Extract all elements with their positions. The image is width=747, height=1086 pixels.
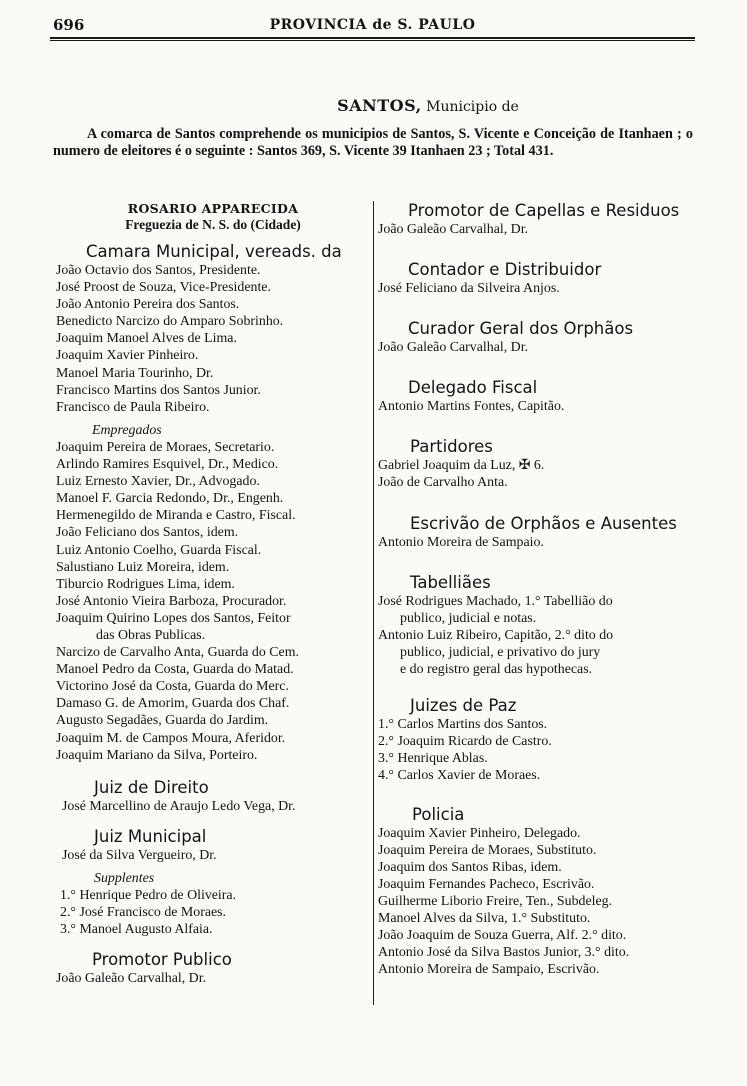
page-number: 696 bbox=[53, 16, 85, 34]
list-item: Manoel Pedro da Costa, Guarda do Matad. bbox=[56, 662, 294, 678]
list-item: João Feliciano dos Santos, idem. bbox=[56, 525, 239, 541]
intro-paragraph: A comarca de Santos comprehende os municipios de Santos, S. Vicente e Conceição de Itanhaen ; o numero de eleitores é o seguinte : Santos 369, S. Vicente 39 Itanhaen 23 ; Total 431. bbox=[53, 126, 693, 159]
list-item: Joaquim Pereira de Moraes, Secretario. bbox=[56, 439, 275, 455]
list-item: Joaquim Mariano da Silva, Porteiro. bbox=[56, 747, 258, 763]
supplentes-list bbox=[56, 887, 370, 938]
list-item: Benedicto Narcizo do Amparo Sobrinho. bbox=[56, 314, 284, 330]
list-item: Joaquim Manoel Alves de Lima. bbox=[56, 331, 237, 347]
escrivao: Antonio Moreira de Sampaio. bbox=[378, 534, 544, 550]
list-item: Luiz Antonio Coelho, Guarda Fiscal. bbox=[56, 542, 262, 558]
list-item: 1.° Carlos Martins dos Santos. bbox=[378, 717, 548, 733]
list-item: Augusto Segadães, Guarda do Jardim. bbox=[56, 713, 269, 729]
list-item: e do registro geral das hypothecas. bbox=[400, 662, 593, 678]
list-item: publico, judicial e notas. bbox=[400, 610, 537, 626]
list-item: José Antonio Vieira Barboza, Procurador. bbox=[56, 593, 287, 609]
list-item: Joaquim Pereira de Moraes, Substituto. bbox=[378, 842, 597, 858]
list-item: Guilherme Liborio Freire, Ten., Subdeleg. bbox=[378, 893, 613, 909]
list-item: José Rodrigues Machado, 1.° Tabellião do bbox=[378, 593, 613, 609]
list-item: João Joaquim de Souza Guerra, Alf. 2.° dito. bbox=[378, 928, 627, 944]
camara-list bbox=[56, 262, 370, 416]
partidores-heading: Partidores bbox=[410, 437, 493, 457]
list-item: João Octavio dos Santos, Presidente. bbox=[56, 263, 261, 278]
promotor-heading: Promotor Publico bbox=[92, 950, 232, 970]
parish-title: ROSARIO APPARECIDA bbox=[127, 201, 299, 216]
list-item: 3.° Manoel Augusto Alfaia. bbox=[60, 922, 213, 938]
juizes-paz-list bbox=[378, 716, 696, 784]
contador-heading: Contador e Distribuidor bbox=[408, 260, 602, 280]
list-item: 2.° José Francisco de Moraes. bbox=[60, 905, 227, 921]
list-item: Manoel Alves da Silva, 1.° Substituto. bbox=[378, 910, 591, 926]
list-item: Manoel Maria Tourinho, Dr. bbox=[56, 365, 214, 381]
left-column bbox=[56, 201, 370, 987]
delegado-fiscal: Antonio Martins Fontes, Capitão. bbox=[378, 399, 565, 415]
tabelliaes-heading: Tabelliães bbox=[410, 572, 491, 592]
list-item: Francisco Martins dos Santos Junior. bbox=[56, 382, 261, 398]
promotor: João Galeão Carvalhal, Dr. bbox=[56, 971, 207, 987]
list-item: 4.° Carlos Xavier de Moraes. bbox=[378, 768, 541, 784]
list-item: Tiburcio Rodrigues Lima, idem. bbox=[56, 576, 235, 592]
list-item: Damaso G. de Amorim, Guarda dos Chaf. bbox=[56, 696, 290, 712]
contador: José Feliciano da Silveira Anjos. bbox=[378, 281, 560, 297]
camara-heading: Camara Municipal, vereads. da bbox=[86, 242, 342, 261]
list-item: Joaquim dos Santos Ribas, idem. bbox=[378, 859, 562, 875]
section-title-rest: Municipio de bbox=[421, 99, 519, 115]
tabelliaes-list bbox=[378, 593, 696, 678]
section-title-bold: SANTOS, bbox=[337, 96, 422, 115]
running-title: PROVINCIA de S. PAULO bbox=[269, 17, 476, 33]
curador: João Galeão Carvalhal, Dr. bbox=[378, 340, 529, 356]
list-item: Narcizo de Carvalho Anta, Guarda do Cem. bbox=[56, 645, 300, 661]
list-item: João de Carvalho Anta. bbox=[378, 475, 508, 491]
column-divider bbox=[373, 201, 374, 1005]
juiz-direito-heading: Juiz de Direito bbox=[94, 777, 209, 797]
list-item: Joaquim Quirino Lopes dos Santos, Feitor bbox=[56, 610, 291, 626]
juiz-direito: José Marcellino de Araujo Ledo Vega, Dr. bbox=[62, 798, 296, 814]
supplentes-label: Supplentes bbox=[94, 870, 155, 886]
intro-section bbox=[53, 96, 693, 160]
list-item: Manoel F. Garcia Redondo, Dr., Engenh. bbox=[56, 491, 284, 507]
empregados-label: Empregados bbox=[92, 422, 162, 438]
capellas-heading: Promotor de Capellas e Residuos bbox=[408, 201, 680, 220]
capellas: João Galeão Carvalhal, Dr. bbox=[378, 222, 529, 237]
right-column bbox=[378, 201, 696, 978]
juiz-municipal-heading: Juiz Municipal bbox=[94, 826, 207, 846]
list-item: Antonio Luiz Ribeiro, Capitão, 2.° dito do bbox=[378, 627, 614, 643]
list-item: 1.° Henrique Pedro de Oliveira. bbox=[60, 888, 237, 903]
list-item: Joaquim Xavier Pinheiro. bbox=[56, 348, 199, 364]
list-item: Joaquim Xavier Pinheiro, Delegado. bbox=[378, 825, 581, 841]
list-item: publico, judicial, e privativo do jury bbox=[400, 644, 601, 660]
list-item: Arlindo Ramires Esquivel, Dr., Medico. bbox=[56, 457, 279, 473]
partidores-list bbox=[378, 457, 696, 491]
juiz-municipal: José da Silva Vergueiro, Dr. bbox=[62, 847, 217, 863]
header-rule bbox=[50, 37, 695, 41]
curador-heading: Curador Geral dos Orphãos bbox=[408, 319, 634, 339]
section-title bbox=[163, 96, 693, 115]
escrivao-heading: Escrivão de Orphãos e Ausentes bbox=[410, 513, 677, 533]
list-item: Francisco de Paula Ribeiro. bbox=[56, 399, 210, 415]
page-header bbox=[50, 14, 695, 34]
empregados-list bbox=[56, 439, 370, 764]
list-item: Luiz Ernesto Xavier, Dr., Advogado. bbox=[56, 474, 260, 490]
list-item: João Antonio Pereira dos Santos. bbox=[56, 297, 240, 313]
policia-heading: Policia bbox=[412, 804, 465, 824]
list-item: 3.° Henrique Ablas. bbox=[378, 751, 488, 767]
list-item: Joaquim M. de Campos Moura, Aferidor. bbox=[56, 730, 286, 746]
list-item: Antonio José da Silva Bastos Junior, 3.° dito. bbox=[378, 945, 630, 961]
list-item: Victorino José da Costa, Guarda do Merc. bbox=[56, 679, 289, 695]
policia-list bbox=[378, 825, 696, 979]
list-item: 2.° Joaquim Ricardo de Castro. bbox=[378, 734, 552, 750]
list-item: Joaquim Fernandes Pacheco, Escrivão. bbox=[378, 876, 595, 892]
juizes-paz-heading: Juizes de Paz bbox=[410, 696, 517, 716]
list-item: Salustiano Luiz Moreira, idem. bbox=[56, 559, 230, 575]
delegado-fiscal-heading: Delegado Fiscal bbox=[408, 378, 538, 398]
list-item: das Obras Publicas. bbox=[96, 627, 206, 643]
list-item: Hermenegildo de Miranda e Castro, Fiscal. bbox=[56, 508, 296, 524]
parish-subtitle: Freguezia de N. S. do (Cidade) bbox=[125, 217, 301, 232]
list-item: Gabriel Joaquim da Luz, ✠ 6. bbox=[378, 458, 545, 474]
list-item: Antonio Moreira de Sampaio, Escrivão. bbox=[378, 962, 600, 978]
list-item: José Proost de Souza, Vice-Presidente. bbox=[56, 280, 271, 296]
